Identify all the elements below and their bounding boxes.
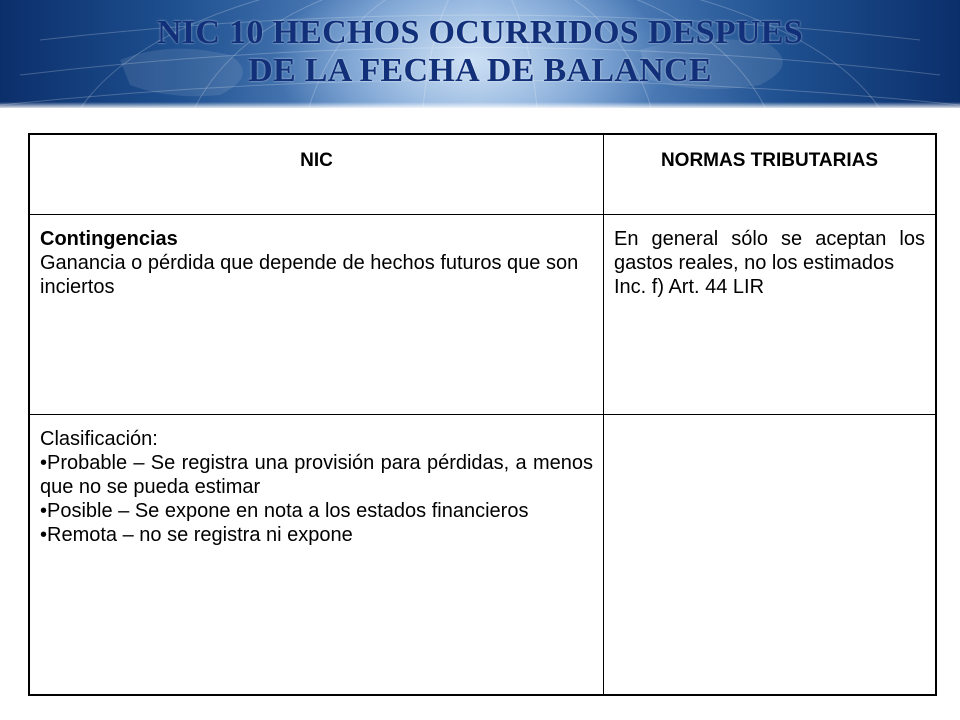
bullet-posible: •Posible – Se expone en nota a los estados financieros xyxy=(40,500,529,522)
table-row xyxy=(30,415,935,696)
bullet-probable: •Probable – Se registra una provisión para pérdidas, a menos que no se pueda estimar xyxy=(40,452,593,498)
cell-nic-clasificacion xyxy=(30,415,603,696)
contingencias-description: Ganancia o pérdida que depende de hechos futuros que son inciertos xyxy=(40,252,579,298)
header-cell-nic: NIC xyxy=(300,150,333,171)
header-cell-normas-tributarias: NORMAS TRIBUTARIAS xyxy=(660,150,879,171)
bullet-remota: •Remota – no se registra ni expone xyxy=(40,524,353,546)
contingencias-heading: Contingencias xyxy=(40,228,178,250)
gastos-reales-text: En general sólo se aceptan los gastos reales, no los estimados xyxy=(614,228,925,274)
clasificacion-heading: Clasificación: xyxy=(40,428,158,450)
slide-title-line-1: NIC 10 HECHOS OCURRIDOS DESPUES xyxy=(157,14,803,51)
cell-nic-contingencias xyxy=(30,215,603,414)
table-header-row xyxy=(30,135,935,215)
table-row xyxy=(30,215,935,415)
cell-normas-contingencias xyxy=(604,215,935,414)
slide-title xyxy=(0,14,960,90)
slide-title-line-2: DE LA FECHA DE BALANCE xyxy=(248,52,712,89)
cell-normas-clasificacion xyxy=(604,415,935,696)
header-banner xyxy=(0,0,960,108)
legal-reference: Inc. f) Art. 44 LIR xyxy=(614,276,765,298)
comparison-table xyxy=(28,133,937,696)
